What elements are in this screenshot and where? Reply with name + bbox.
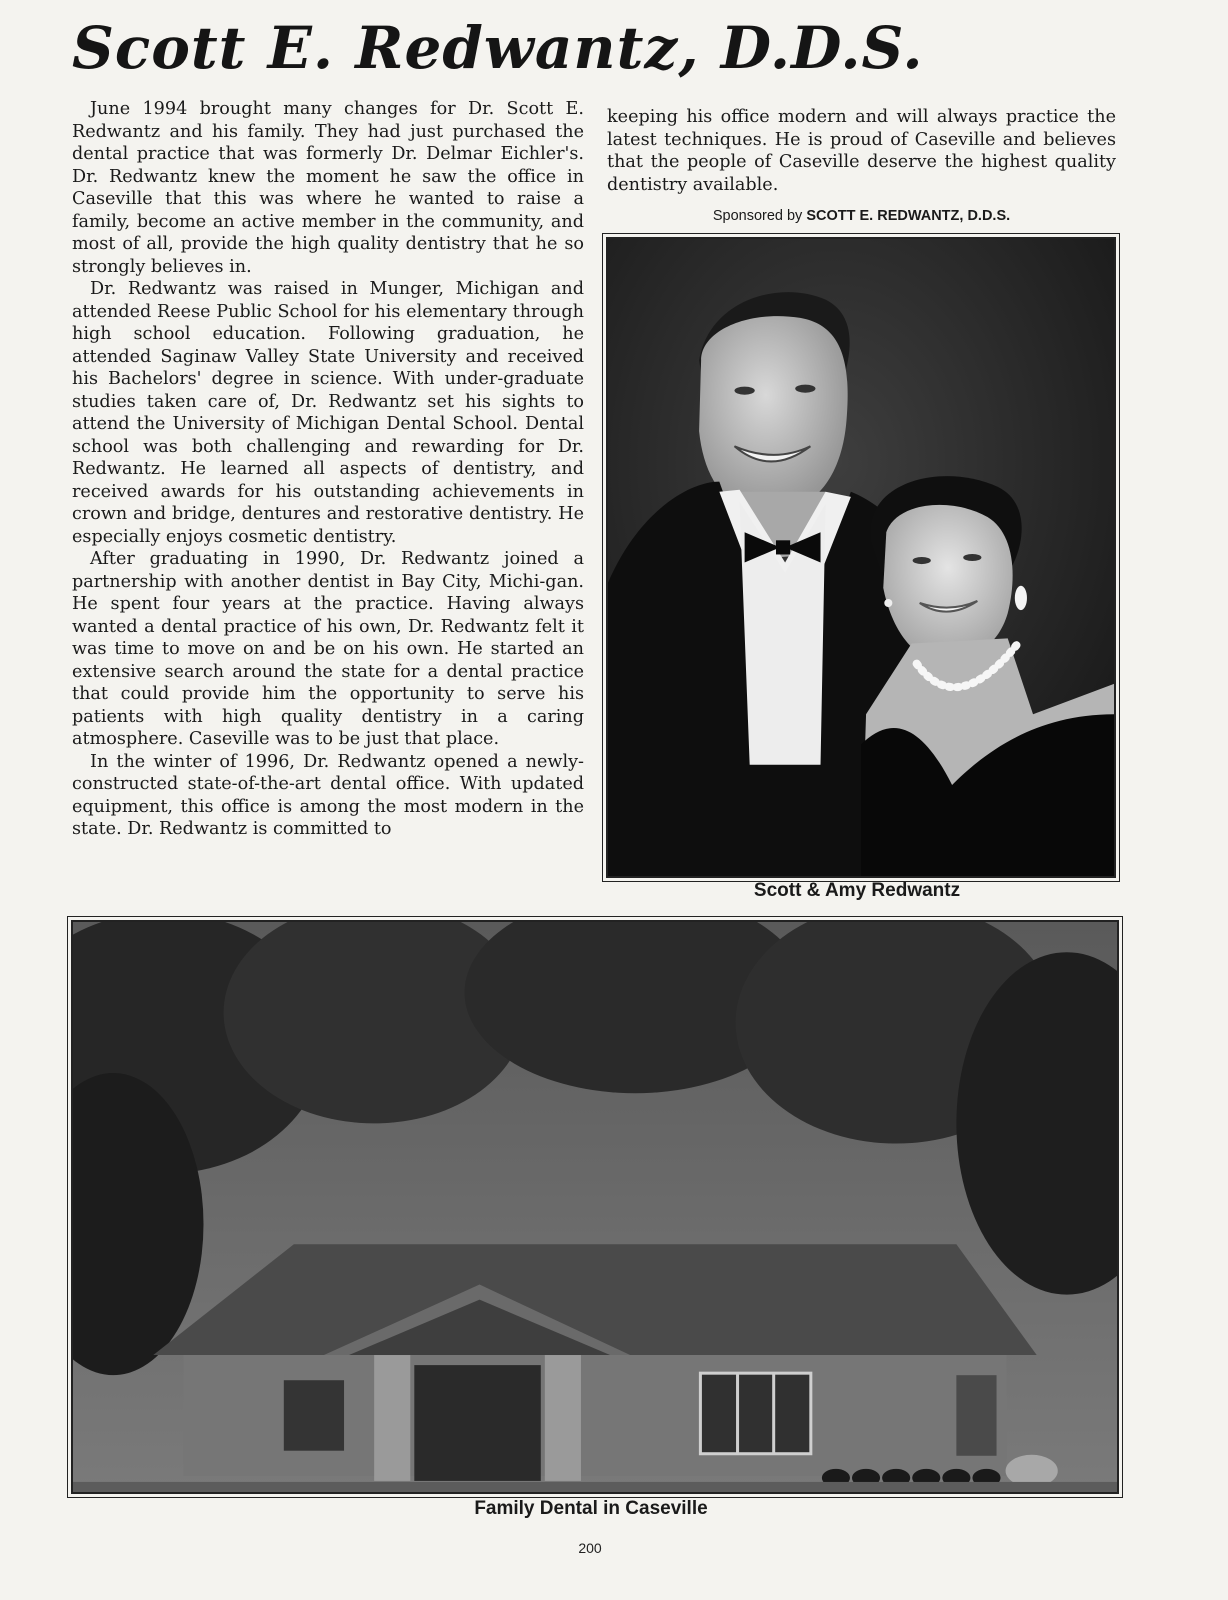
sponsor-name: SCOTT E. REDWANTZ, D.D.S.: [806, 208, 1011, 224]
couple-photo: [602, 233, 1120, 882]
couple-photo-image: [608, 239, 1114, 876]
page-number: 200: [578, 1540, 602, 1556]
sponsor-prefix: Sponsored by: [712, 208, 807, 224]
article-title: Scott E. Redwantz, D.D.S.: [72, 14, 924, 82]
paragraph-5: keeping his office modern and will always practice the latest techniques. He is proud of Caseville and believes that the people of Caseville deserve the highest quality dentistry available.: [607, 107, 1116, 195]
office-photo-caption: Family Dental in Caseville: [474, 1498, 708, 1519]
article-left-column: [72, 98, 584, 841]
paragraph-1: June 1994 brought many changes for Dr. Scott E. Redwantz and his family. They had just purchased the dental practice that was formerly Dr. Delmar Eichler's. Dr. Redwantz knew the moment he saw the office in Caseville that this was where he wanted to raise a family, become an active member in the community, and most of all, provide the high quality dentistry that he so strongly believes in.: [72, 99, 584, 277]
office-photo: [67, 916, 1123, 1498]
paragraph-4: In the winter of 1996, Dr. Redwantz opened a newly-constructed state-of-the-art dental office. With updated equipment, this office is among the most modern in the state. Dr. Redwantz is committed to: [72, 751, 584, 839]
sponsor-line: [607, 208, 1116, 224]
office-photo-image: [73, 922, 1117, 1492]
paragraph-2: Dr. Redwantz was raised in Munger, Michigan and attended Reese Public School for his elementary through high school education. Following graduation, he attended Saginaw Valley State University and received his Bachelors' degree in science. With under-graduate studies taken care of, Dr. Redwantz set his sights to attend the University of Michigan Dental School. Dental school was both challenging and rewarding for Dr. Redwantz. He learned all aspects of dentistry, and received awards for his outstanding achievements in crown and bridge, dentures and restorative dentistry. He especially enjoys cosmetic dentistry.: [72, 279, 584, 547]
article-right-column: [607, 106, 1116, 196]
couple-photo-caption: Scott & Amy Redwantz: [753, 880, 961, 901]
paragraph-3: After graduating in 1990, Dr. Redwantz joined a partnership with another dentist in Bay City, Michi-gan. He spent four years at the practice. Having always wanted a dental practice of his own, Dr. Redwantz felt it was time to move on and be on his own. He started an extensive search around the state for a dental practice that could provide him the opportunity to serve his patients with high quality dentistry in a caring atmosphere. Caseville was to be just that place.: [72, 549, 584, 749]
